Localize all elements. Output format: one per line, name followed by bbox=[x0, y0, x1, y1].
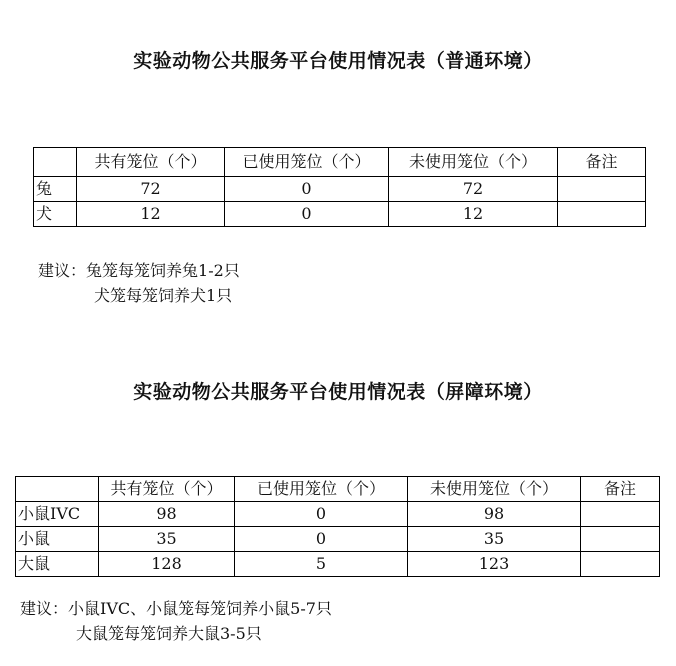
cell-animal: 兔 bbox=[34, 177, 77, 202]
header-cell-note: 备注 bbox=[581, 477, 660, 502]
header-cell-animal bbox=[34, 148, 77, 177]
cell-unused: 123 bbox=[408, 552, 581, 577]
cell-used: 0 bbox=[235, 502, 408, 527]
page-title-normal-environment: 实验动物公共服务平台使用情况表（普通环境） bbox=[133, 50, 543, 72]
cell-note bbox=[558, 202, 646, 227]
page-title-barrier-environment: 实验动物公共服务平台使用情况表（屏障环境） bbox=[133, 381, 543, 403]
cell-unused: 98 bbox=[408, 502, 581, 527]
cell-total: 35 bbox=[99, 527, 235, 552]
header-cell-total: 共有笼位（个） bbox=[77, 148, 225, 177]
cell-animal: 小鼠IVC bbox=[16, 502, 99, 527]
cell-total: 72 bbox=[77, 177, 225, 202]
cell-unused: 72 bbox=[389, 177, 558, 202]
cell-animal: 犬 bbox=[34, 202, 77, 227]
advice-line: 犬笼每笼饲养犬1只 bbox=[94, 286, 233, 305]
usage-table-barrier-environment bbox=[15, 476, 660, 577]
table-header-row bbox=[16, 477, 660, 502]
header-cell-used: 已使用笼位（个） bbox=[225, 148, 389, 177]
header-cell-used: 已使用笼位（个） bbox=[235, 477, 408, 502]
cell-animal: 小鼠 bbox=[16, 527, 99, 552]
table-header-row bbox=[34, 148, 646, 177]
advice-block-barrier bbox=[20, 596, 332, 646]
cell-used: 0 bbox=[235, 527, 408, 552]
header-cell-total: 共有笼位（个） bbox=[99, 477, 235, 502]
cell-animal: 大鼠 bbox=[16, 552, 99, 577]
table-row bbox=[16, 552, 660, 577]
advice-block-normal bbox=[38, 258, 240, 308]
cell-note bbox=[581, 552, 660, 577]
advice-label: 建议： bbox=[38, 261, 87, 280]
cell-total: 98 bbox=[99, 502, 235, 527]
table-row bbox=[16, 502, 660, 527]
advice-line: 兔笼每笼饲养兔1-2只 bbox=[86, 261, 240, 280]
table-row bbox=[16, 527, 660, 552]
header-cell-note: 备注 bbox=[558, 148, 646, 177]
header-cell-animal bbox=[16, 477, 99, 502]
cell-used: 0 bbox=[225, 177, 389, 202]
cell-used: 0 bbox=[225, 202, 389, 227]
advice-line: 小鼠IVC、小鼠笼每笼饲养小鼠5-7只 bbox=[68, 599, 332, 618]
cell-used: 5 bbox=[235, 552, 408, 577]
advice-line: 大鼠笼每笼饲养大鼠3-5只 bbox=[76, 624, 262, 643]
cell-note bbox=[558, 177, 646, 202]
cell-total: 12 bbox=[77, 202, 225, 227]
usage-table-normal-environment bbox=[33, 147, 646, 227]
table-row bbox=[34, 177, 646, 202]
cell-total: 128 bbox=[99, 552, 235, 577]
table-row bbox=[34, 202, 646, 227]
advice-label: 建议： bbox=[20, 599, 69, 618]
cell-note bbox=[581, 502, 660, 527]
cell-unused: 12 bbox=[389, 202, 558, 227]
cell-note bbox=[581, 527, 660, 552]
cell-unused: 35 bbox=[408, 527, 581, 552]
header-cell-unused: 未使用笼位（个） bbox=[389, 148, 558, 177]
header-cell-unused: 未使用笼位（个） bbox=[408, 477, 581, 502]
